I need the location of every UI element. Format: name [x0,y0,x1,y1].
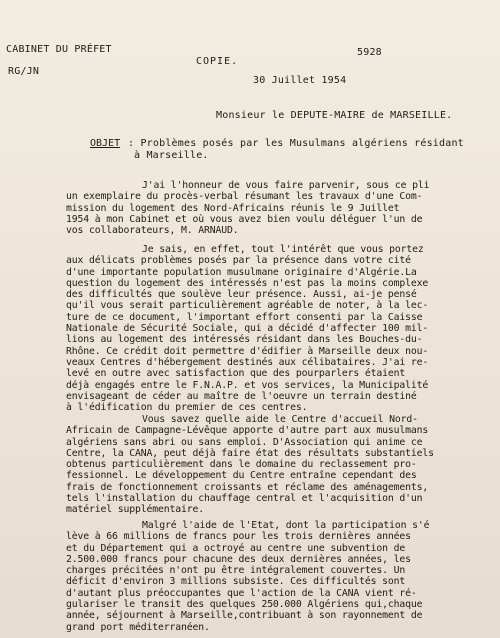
paragraph-line: obtenus particulièrement dans le domaine du reclassement pro- [66,459,417,471]
paragraph-line: Vous savez quelle aide le Centre d'accueil Nord- [142,414,418,425]
paragraph-line: année, séjournent à Marseille,contribuant à son rayonnement de [66,610,423,622]
paragraph-line: frais de fonctionnement croissants et réclame des aménagements, [66,481,429,493]
copy-label: COPIE. [196,56,239,67]
paragraph-line: ture de ce document, l'important effort consenti par la Caisse [66,311,423,323]
paragraph-line: Rhône. Ce crédit doit permettre d'édifier à Marseille deux nou- [66,345,429,357]
paragraph-line: gulariser le transit des quelques 250.000 Algériens qui,chaque [66,599,423,611]
object-line-1: : Problèmes posés par les Musulmans algériens résidant [128,138,464,149]
paragraph-line: d'une importante population musulmane originaire d'Algérie.La [66,266,417,278]
office-header: CABINET DU PRÉFET [6,44,112,55]
paragraph-line: Je sais, en effet, tout l'intérêt que vous portez [142,244,424,255]
object-line-2: à Marseille. [134,150,209,161]
paragraph-line: matériel supplémentaire. [66,504,204,516]
paragraph-line: qu'il vous serait particulièrement agréable de noter, à la lec- [66,300,429,312]
paragraph-line: lève à 66 millions de francs pour les trois dernières années [66,531,411,543]
paragraph-line: fessionnel. Le développement du Centre entraîne cependant des [66,470,417,482]
paragraph-line: 2.500.000 francs pour chacune des deux dernières années, les [66,553,411,565]
paragraph-line: levé en outre avec satisfaction que des pourparlers étaient [66,368,406,380]
paragraph-1 [66,180,476,236]
paragraph-line: question du logement des intéressés n'est pas la moins complexe [66,277,429,289]
paragraph-4 [66,520,476,633]
paragraph-line: d'autant plus préoccupantes que l'action de la CANA vient ré- [66,587,417,599]
paragraph-line: des difficultés que soulève leur présence. Aussi, ai-je pensé [66,289,417,301]
paragraph-3 [66,414,476,516]
paragraph-line: 1954 à mon Cabinet et où vous avez bien voulu déléguer l'un de [66,213,423,225]
recipient-line: Monsieur le DEPUTE-MAIRE de MARSEILLE. [216,110,453,121]
paragraph-line: veaux Centres d'hébergement destinés aux célibataires. J'ai re- [66,356,429,368]
paragraph-line: et du Département qui a octroyé au centre une subvention de [66,542,406,554]
paragraph-line: déficit d'environ 3 millions subsiste. Ces difficultés sont [66,576,406,588]
paragraph-line: envisageant de céder au maître de l'oeuvre un terrain destiné [66,390,417,402]
reference-code: RG/JN [8,66,40,77]
paragraph-line: Centre, la CANA, peut déjà faire état des résultats substantiels [66,447,434,459]
paragraph-line: déjà engagés entre le F.N.A.P. et vos services, la Municipalité [66,379,429,391]
paragraph-line: un exemplaire du procès-verbal résumant les travaux d'une Com- [66,191,423,203]
document-number: 5928 [357,47,382,58]
paragraph-2 [66,244,476,413]
paragraph-line: Africain de Campagne-Lévêque apporte d'autre part aux musulmans [66,425,429,437]
paragraph-line: vos collaborateurs, M. ARNAUD. [66,225,239,237]
paragraph-line: grand port méditerranéen. [66,621,210,633]
letter-date: 30 Juillet 1954 [253,75,347,86]
paragraph-line: J'ai l'honneur de vous faire parvenir, sous ce pli [142,180,430,191]
paragraph-line: tels l'installation du chauffage central et l'acquisition d'un [66,493,423,505]
paragraph-line: à l'édification du premier de ces centres. [66,402,308,414]
paragraph-line: charges précitées n'ont pu être intégralement couvertes. Un [66,565,406,577]
paragraph-line: Nationale de Sécurité Sociale, qui a décidé d'affecter 100 mil- [66,323,429,335]
paragraph-line: mission du logement des Nord-Africains réunis le 9 Juillet [66,202,400,214]
paragraph-line: aux délicats problèmes posés par la présence dans votre cité [66,255,411,267]
object-label: OBJET [90,138,121,149]
paragraph-line: Malgré l'aide de l'Etat, dont la participation s'é [142,520,430,531]
paragraph-line: algériens sans abri ou sans emploi. D'Association qui anime ce [66,436,423,448]
paragraph-line: lions au logement des intéressés résidant dans les Bouches-du- [66,334,423,346]
